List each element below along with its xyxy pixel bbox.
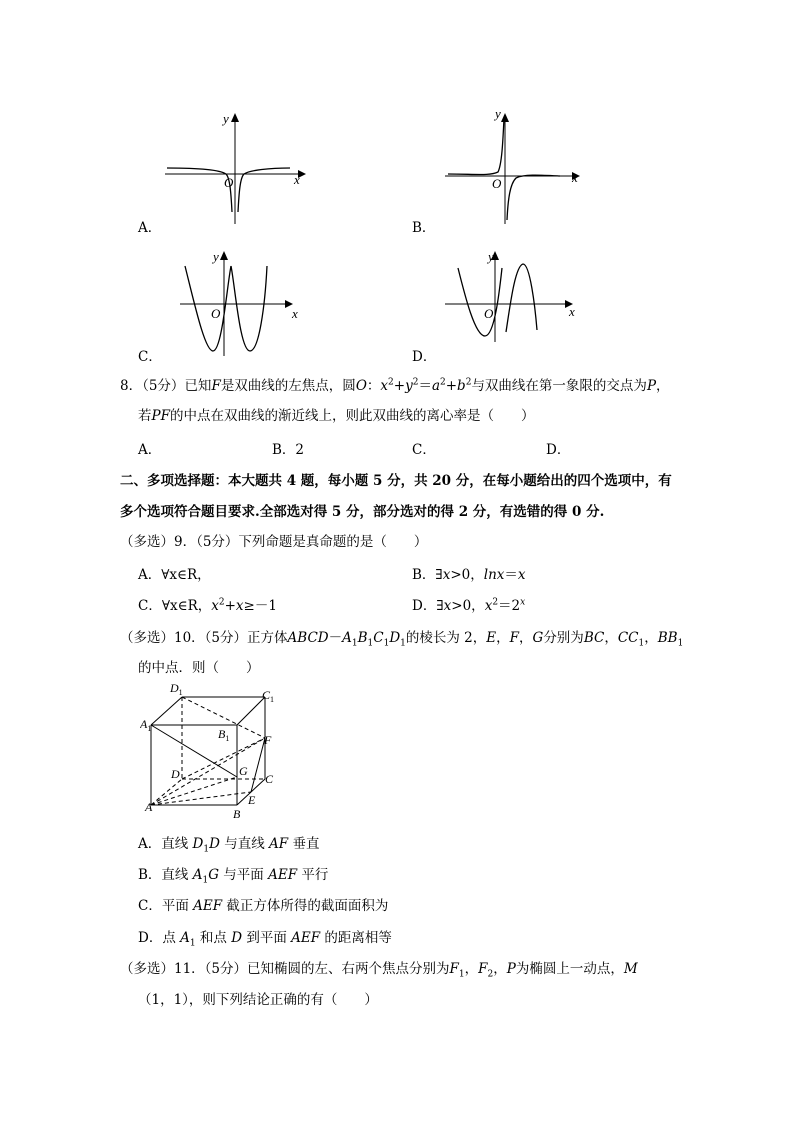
q10-sub: 1 xyxy=(383,638,390,649)
q8-sup: 2 xyxy=(465,377,472,388)
q10-d-aef: AEF xyxy=(291,930,321,946)
q10-d-d: D xyxy=(231,930,243,946)
q10-g: G xyxy=(532,630,544,646)
q11-p: P xyxy=(506,961,516,977)
section2-heading-line2: 多个选项符合题目要求.全部选对得 5 分，部分选对的得 2 分，有选错的得 0 分. xyxy=(120,504,605,520)
q9-b-mid: >0， xyxy=(450,567,484,583)
q8-text: 是双曲线的左焦点，圆 xyxy=(220,378,356,394)
section2-heading-line1: 二、多项选择题：本大题共 4 题，每小题 5 分，共 20 分，在每小题给出的四个选项中，有 xyxy=(120,473,672,489)
cube-label-a: A xyxy=(145,800,153,814)
q10-d-mid: 和点 xyxy=(195,930,232,946)
q9-b-x2: x xyxy=(517,567,526,583)
q11-comma: ， xyxy=(493,961,507,977)
q8-text: 与双曲线在第一象限的交点为 xyxy=(471,378,647,394)
q11-sub2: 2 xyxy=(487,969,494,980)
q9-option-a: A．∀x∈R， xyxy=(138,567,211,583)
option-d-label: D． xyxy=(412,349,437,365)
q9-c-x2: x xyxy=(235,598,244,614)
graph-d-y-label: y xyxy=(488,249,494,264)
q8-eq-y: y xyxy=(405,378,413,394)
q9-c-pre: C．∀x∈R， xyxy=(138,598,212,614)
cube-label-c: C xyxy=(265,772,274,786)
q9-option-b xyxy=(412,563,526,583)
q8-option-c: C． xyxy=(412,442,436,458)
q10-b-end: 平行 xyxy=(297,867,329,883)
q8-eq-a: a xyxy=(431,378,440,394)
cube-label-c1: $C_1$ xyxy=(262,688,275,704)
q10-b-aef: AEF xyxy=(268,867,298,883)
q10-a-pre: A．直线 xyxy=(138,836,193,852)
graph-b-origin: O xyxy=(492,176,502,191)
q9-d-mid: >0， xyxy=(451,598,485,614)
option-a-label: A． xyxy=(138,220,162,236)
q8-text: 的中点在双曲线的渐近线上，则此双曲线的离心率是（ ） xyxy=(169,408,535,424)
cube-label-a1: $A_1$ xyxy=(140,717,152,733)
graph-b-x-label: x xyxy=(572,170,578,185)
q10-option-c xyxy=(138,894,388,914)
q10-b-pre: B．直线 xyxy=(138,867,193,883)
q10-bc: BC xyxy=(583,630,605,646)
q10-a-af: AF xyxy=(269,836,289,852)
q8-sup: 2 xyxy=(440,377,446,388)
q10-option-a xyxy=(138,832,319,855)
q10-option-d xyxy=(138,926,392,949)
q8-text: ， xyxy=(656,378,670,394)
q8-var-p: P xyxy=(646,378,657,394)
q10-a-end: 垂直 xyxy=(288,836,320,852)
graph-a xyxy=(160,108,310,228)
cube-label-e: E xyxy=(248,793,256,807)
q10-c1: C xyxy=(373,630,384,646)
option-b-label: B． xyxy=(412,220,436,236)
q9-option-c xyxy=(138,594,277,614)
q11-stem-line1 xyxy=(120,957,638,980)
q9-d-x: x xyxy=(443,598,452,614)
q9-d-x2: x xyxy=(484,598,493,614)
q10-sub: 1 xyxy=(638,638,645,649)
q11-mid: 为椭圆上一动点， xyxy=(515,961,624,977)
option-c-label: C． xyxy=(138,349,162,365)
q10-b-a: A xyxy=(192,867,203,883)
cube-label-b1: $B_1$ xyxy=(218,727,230,743)
q10-e: E xyxy=(486,630,497,646)
graph-b-y-label: y xyxy=(495,106,501,121)
q9-c-sup: 2 xyxy=(218,597,225,608)
q10-a-d: D xyxy=(192,836,204,852)
q8-option-a: A． xyxy=(138,442,162,458)
cube-label-d1: $D_1$ xyxy=(170,681,183,697)
q10-sep: ， xyxy=(519,630,533,646)
q10-b-mid: 与平面 xyxy=(219,867,269,883)
q8-number: 8． xyxy=(120,378,143,394)
q10-f: F xyxy=(509,630,520,646)
q8-line1 xyxy=(120,374,670,394)
q10-option-b xyxy=(138,863,328,886)
q11-stem-line2: （1，1），则下列结论正确的有（ ） xyxy=(138,992,378,1008)
graph-c xyxy=(175,246,305,360)
graph-c-y-label: y xyxy=(213,249,219,264)
q10-fen: 分别为 xyxy=(543,630,584,646)
q10-d1: D xyxy=(389,630,401,646)
q10-c-pre: C．平面 xyxy=(138,898,194,914)
graph-a-x-label: x xyxy=(294,172,300,187)
q10-sep: ， xyxy=(496,630,510,646)
q10-b-sub: 1 xyxy=(202,875,209,886)
q8-eq-x: x xyxy=(380,378,389,394)
q8-score: （5分） xyxy=(142,378,185,394)
q11-f1: F xyxy=(449,961,459,977)
q8-plus: + xyxy=(393,378,406,394)
q9-b-pre: B．∃ xyxy=(412,567,443,583)
q9-c-plus: + xyxy=(224,598,236,614)
graph-c-x-label: x xyxy=(292,306,298,321)
q10-sep: ， xyxy=(644,630,658,646)
q9-d-supx: x xyxy=(520,597,526,608)
q8-plus: + xyxy=(445,378,458,394)
graph-b xyxy=(440,104,590,228)
q10-mid: 的棱长为 2， xyxy=(405,630,487,646)
cube-label-b: B xyxy=(233,807,241,820)
q9-stem: （多选）9．（5分）下列命题是真命题的是（ ） xyxy=(120,534,428,550)
q8-var-pf: PF xyxy=(151,408,170,424)
q8-option-d: D． xyxy=(546,442,571,458)
q10-d-mid2: 到平面 xyxy=(242,930,292,946)
q10-b-g: G xyxy=(208,867,219,883)
q8-sup: 2 xyxy=(388,377,394,388)
graph-c-origin: O xyxy=(211,306,221,321)
q11-m: M xyxy=(623,961,638,977)
cube-label-d: D xyxy=(171,767,180,781)
q10-d-a: A xyxy=(180,930,190,946)
q10-d-pre: D．点 xyxy=(138,930,181,946)
graph-d-x-label: x xyxy=(569,304,575,319)
q8-line2 xyxy=(138,404,534,424)
q10-sub: 1 xyxy=(351,638,358,649)
q10-a-d2: D xyxy=(209,836,220,852)
q10-sub: 1 xyxy=(367,638,374,649)
q10-sep: ， xyxy=(604,630,618,646)
graph-d xyxy=(440,246,585,346)
q8-text: 已知 xyxy=(184,378,212,394)
q11-f2: F xyxy=(478,961,488,977)
graph-d-origin: O xyxy=(484,306,494,321)
q10-sub: 1 xyxy=(400,638,406,649)
q9-b-x: x xyxy=(442,567,451,583)
q10-d-end: 的距离相等 xyxy=(320,930,392,946)
q10-b1: B xyxy=(357,630,368,646)
q8-option-b: B．2 xyxy=(272,442,305,458)
q10-a1: A xyxy=(342,630,352,646)
graph-a-y-label: y xyxy=(223,111,229,126)
q8-eq-b: b xyxy=(457,378,466,394)
q10-bb: BB xyxy=(657,630,678,646)
q10-d-sub: 1 xyxy=(189,938,196,949)
q10-a-mid: 与直线 xyxy=(219,836,270,852)
q10-dash: － xyxy=(328,630,343,646)
cube-label-f: F xyxy=(264,733,272,747)
q8-var-f: F xyxy=(211,378,221,394)
graph-a-origin: O xyxy=(224,175,234,190)
q10-c-aef: AEF xyxy=(193,898,223,914)
q8-sup: 2 xyxy=(412,377,419,388)
q10-stem-line2: 的中点．则（ ） xyxy=(138,660,260,676)
q9-c-x: x xyxy=(211,598,219,614)
q10-c-end: 截正方体所得的截面面积为 xyxy=(222,898,389,914)
q10-cube-name: ABCD xyxy=(287,630,329,646)
q10-sub: 1 xyxy=(677,638,684,649)
q10-stem-line1 xyxy=(120,626,683,649)
q9-option-d xyxy=(412,594,525,614)
cube-figure xyxy=(140,680,285,820)
q9-d-pre: D．∃ xyxy=(412,598,444,614)
q11-sub1: 1 xyxy=(458,969,465,980)
q9-b-ln: lnx xyxy=(483,567,505,583)
q11-pre: （多选）11．（5分）已知椭圆的左、右两个焦点分别为 xyxy=(120,961,450,977)
cube-label-g: G xyxy=(239,764,248,778)
q9-c-rest: ≥－1 xyxy=(243,598,277,614)
q8-var-o: O xyxy=(355,378,367,394)
q9-b-eq: ＝ xyxy=(504,567,518,583)
q10-a-sub: 1 xyxy=(203,844,210,855)
q9-d-sup: 2 xyxy=(492,597,499,608)
q10-pre: （多选）10．（5分）正方体 xyxy=(120,630,288,646)
q9-d-eq: ＝2 xyxy=(498,598,521,614)
q11-comma: ， xyxy=(464,961,479,977)
q10-cc: CC xyxy=(617,630,639,646)
q8-text: 若 xyxy=(138,408,152,424)
q8-text: ： xyxy=(366,378,381,394)
q8-eq: ＝ xyxy=(418,378,432,394)
